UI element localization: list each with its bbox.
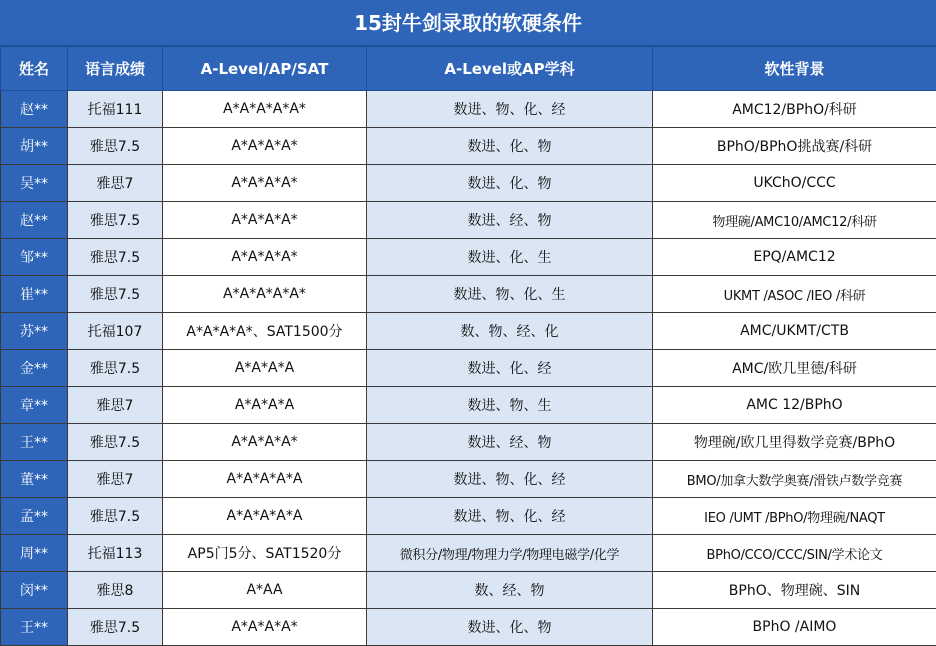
cell-soft-background: BPhO、物理碗、SIN <box>653 572 936 609</box>
cell-language-score: 雅思7.5 <box>68 239 163 276</box>
table-body <box>1 91 936 646</box>
header-soft-background: 软性背景 <box>653 47 936 91</box>
table-row <box>1 498 936 535</box>
table-title: 15封牛剑录取的软硬条件 <box>0 0 936 46</box>
cell-exam-score: A*A*A*A*A <box>163 461 367 498</box>
cell-language-score: 雅思7 <box>68 387 163 424</box>
header-exam-score: A-Level/AP/SAT <box>163 47 367 91</box>
cell-name: 苏** <box>1 313 68 350</box>
cell-soft-background: BMO/加拿大数学奥赛/滑铁卢数学竞赛 <box>653 461 936 498</box>
cell-subjects: 数、物、经、化 <box>367 313 653 350</box>
cell-subjects: 数进、经、物 <box>367 202 653 239</box>
cell-exam-score: A*A*A*A* <box>163 128 367 165</box>
header-row <box>1 47 936 91</box>
cell-subjects: 数进、化、生 <box>367 239 653 276</box>
table-row <box>1 535 936 572</box>
cell-subjects: 数进、化、物 <box>367 128 653 165</box>
cell-exam-score: A*A*A*A <box>163 387 367 424</box>
table-row <box>1 165 936 202</box>
table-row <box>1 91 936 128</box>
table-row <box>1 572 936 609</box>
table-row <box>1 313 936 350</box>
header-name: 姓名 <box>1 47 68 91</box>
cell-soft-background: UKMT /ASOC /IEO /科研 <box>653 276 936 313</box>
cell-name: 闵** <box>1 572 68 609</box>
cell-exam-score: A*A*A*A*A* <box>163 91 367 128</box>
cell-language-score: 雅思7.5 <box>68 609 163 646</box>
table-row <box>1 461 936 498</box>
cell-soft-background: AMC/UKMT/CTB <box>653 313 936 350</box>
cell-language-score: 雅思7.5 <box>68 424 163 461</box>
cell-exam-score: A*A*A*A* <box>163 424 367 461</box>
cell-exam-score: A*A*A*A*A <box>163 498 367 535</box>
cell-language-score: 托福107 <box>68 313 163 350</box>
cell-subjects: 数进、化、经 <box>367 350 653 387</box>
cell-soft-background: BPhO/CCO/CCC/SIN/学术论文 <box>653 535 936 572</box>
table-row <box>1 128 936 165</box>
cell-exam-score: A*A*A*A*A* <box>163 276 367 313</box>
table-row <box>1 239 936 276</box>
cell-exam-score: AP5门5分、SAT1520分 <box>163 535 367 572</box>
table-row <box>1 276 936 313</box>
cell-subjects: 数进、物、化、经 <box>367 461 653 498</box>
cell-exam-score: A*A*A*A <box>163 350 367 387</box>
cell-exam-score: A*A*A*A* <box>163 165 367 202</box>
cell-soft-background: 物理碗/欧几里得数学竞赛/BPhO <box>653 424 936 461</box>
cell-subjects: 数进、物、生 <box>367 387 653 424</box>
cell-language-score: 托福113 <box>68 535 163 572</box>
cell-soft-background: 物理碗/AMC10/AMC12/科研 <box>653 202 936 239</box>
cell-language-score: 雅思7.5 <box>68 128 163 165</box>
cell-exam-score: A*A*A*A* <box>163 239 367 276</box>
cell-name: 王** <box>1 609 68 646</box>
cell-name: 金** <box>1 350 68 387</box>
cell-name: 孟** <box>1 498 68 535</box>
cell-soft-background: IEO /UMT /BPhO/物理碗/NAQT <box>653 498 936 535</box>
cell-name: 胡** <box>1 128 68 165</box>
table-row <box>1 609 936 646</box>
cell-subjects: 数进、经、物 <box>367 424 653 461</box>
cell-name: 章** <box>1 387 68 424</box>
cell-name: 王** <box>1 424 68 461</box>
cell-language-score: 雅思7.5 <box>68 202 163 239</box>
table-row <box>1 202 936 239</box>
cell-language-score: 雅思7.5 <box>68 498 163 535</box>
cell-soft-background: AMC12/BPhO/科研 <box>653 91 936 128</box>
cell-subjects: 数进、物、化、生 <box>367 276 653 313</box>
cell-exam-score: A*A*A*A*、SAT1500分 <box>163 313 367 350</box>
cell-exam-score: A*A*A*A* <box>163 202 367 239</box>
cell-soft-background: AMC 12/BPhO <box>653 387 936 424</box>
header-language-score: 语言成绩 <box>68 47 163 91</box>
cell-subjects: 数进、物、化、经 <box>367 498 653 535</box>
cell-soft-background: AMC/欧几里德/科研 <box>653 350 936 387</box>
cell-name: 崔** <box>1 276 68 313</box>
header-subjects: A-Level或AP学科 <box>367 47 653 91</box>
table-row <box>1 424 936 461</box>
cell-subjects: 微积分/物理/物理力学/物理电磁学/化学 <box>367 535 653 572</box>
cell-subjects: 数进、化、物 <box>367 165 653 202</box>
cell-subjects: 数进、化、物 <box>367 609 653 646</box>
cell-language-score: 托福111 <box>68 91 163 128</box>
table-row <box>1 387 936 424</box>
cell-exam-score: A*AA <box>163 572 367 609</box>
admissions-table <box>0 46 936 646</box>
cell-subjects: 数进、物、化、经 <box>367 91 653 128</box>
cell-language-score: 雅思7 <box>68 461 163 498</box>
cell-language-score: 雅思7.5 <box>68 276 163 313</box>
cell-soft-background: BPhO/BPhO挑战赛/科研 <box>653 128 936 165</box>
cell-name: 周** <box>1 535 68 572</box>
cell-exam-score: A*A*A*A* <box>163 609 367 646</box>
cell-name: 吴** <box>1 165 68 202</box>
cell-soft-background: UKChO/CCC <box>653 165 936 202</box>
cell-soft-background: EPQ/AMC12 <box>653 239 936 276</box>
cell-language-score: 雅思7 <box>68 165 163 202</box>
cell-name: 董** <box>1 461 68 498</box>
cell-language-score: 雅思8 <box>68 572 163 609</box>
cell-name: 邹** <box>1 239 68 276</box>
cell-soft-background: BPhO /AIMO <box>653 609 936 646</box>
cell-subjects: 数、经、物 <box>367 572 653 609</box>
cell-name: 赵** <box>1 91 68 128</box>
cell-language-score: 雅思7.5 <box>68 350 163 387</box>
cell-name: 赵** <box>1 202 68 239</box>
table-row <box>1 350 936 387</box>
